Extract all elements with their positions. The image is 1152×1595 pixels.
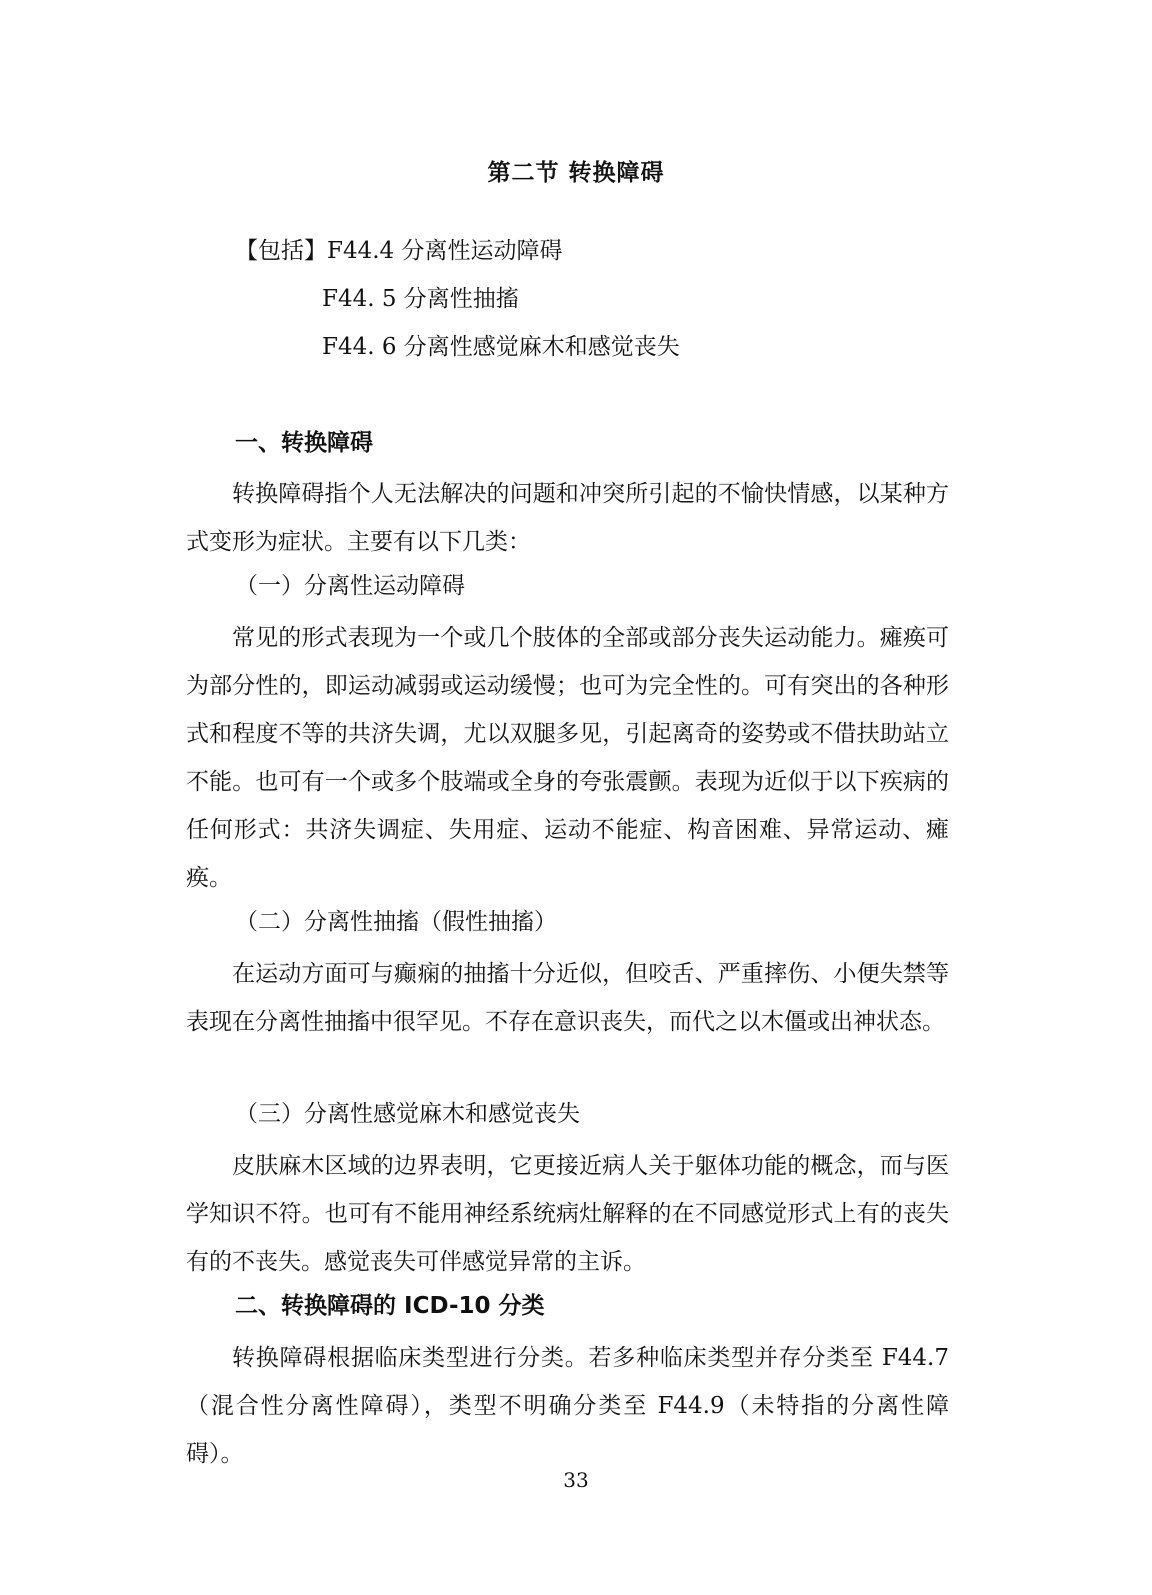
subheading-motor: （一）分离性运动障碍 — [235, 573, 465, 599]
heading-icd10: 二、转换障碍的 ICD-10 分类 — [235, 1293, 545, 1319]
includes-item-1: F44.4 分离性运动障碍 — [327, 238, 563, 264]
paragraph-convulsion: 在运动方面可与癫痫的抽搐十分近似，但咬舌、严重摔伤、小便失禁等表现在分离性抽搐中很罕见。不存在意识丧失，而代之以木僵或出神状态。 — [186, 961, 949, 1035]
heading-conversion-disorder: 一、转换障碍 — [235, 430, 373, 456]
page-number: 33 — [563, 1468, 589, 1492]
paragraph-motor: 常见的形式表现为一个或几个肢体的全部或部分丧失运动能力。瘫痪可为部分性的，即运动减弱或运动缓慢；也可为完全性的。可有突出的各种形式和程度不等的共济失调，尤以双腿多见，引起离奇的姿势或不借扶助站立不能。也可有一个或多个肢端或全身的夸张震颤。表现为近似于以下疾病的任何形式：共济失调症、失用症、运动不能症、构音困难、异常运动、瘫痪。 — [186, 625, 949, 891]
includes-item-2: F44. 5 分离性抽搐 — [322, 286, 519, 312]
paragraph-sensory: 皮肤麻木区域的边界表明，它更接近病人关于躯体功能的概念，而与医学知识不符。也可有不能用神经系统病灶解释的在不同感觉形式上有的丧失有的不丧失。感觉丧失可伴感觉异常的主诉。 — [186, 1153, 949, 1275]
subheading-sensory: （三）分离性感觉麻木和感觉丧失 — [235, 1101, 580, 1127]
includes-row-1 — [235, 235, 562, 267]
section-title: 第二节 转换障碍 — [487, 160, 665, 186]
paragraph-icd10: 转换障碍根据临床类型进行分类。若多种临床类型并存分类至 F44.7（混合性分离性障碍），类型不明确分类至 F44.9（未特指的分离性障碍）。 — [186, 1345, 949, 1467]
includes-item-3: F44. 6 分离性感觉麻木和感觉丧失 — [322, 334, 680, 360]
paragraph-intro: 转换障碍指个人无法解决的问题和冲突所引起的不愉快情感，以某种方式变形为症状。主要有以下几类： — [186, 481, 949, 555]
includes-label: 【包括】 — [235, 238, 327, 264]
subheading-convulsion: （二）分离性抽搐（假性抽搐） — [235, 909, 557, 935]
